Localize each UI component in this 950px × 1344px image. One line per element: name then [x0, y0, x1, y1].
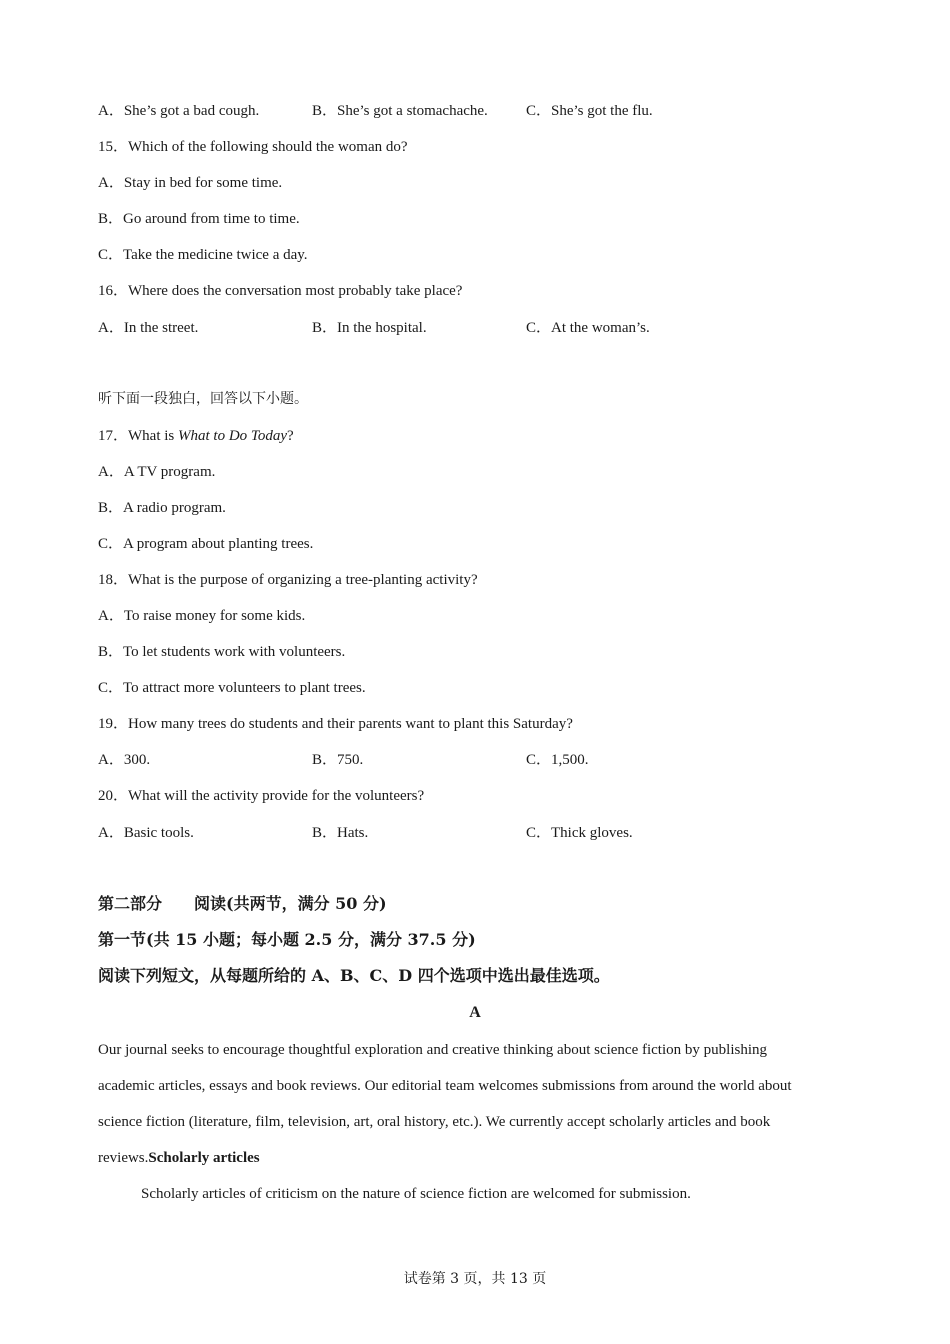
q17-question	[98, 426, 294, 446]
q20-option-b: B．Hats.	[312, 825, 369, 841]
part2-heading: 第二部分 阅读(共两节，满分 50 分)	[98, 894, 387, 913]
q18-option-b: B．To let students work with volunteers.	[98, 644, 346, 660]
q15-question: 15．Which of the following should the woman do?	[98, 139, 408, 155]
q18-option-c: C．To attract more volunteers to plant trees.	[98, 680, 366, 696]
q20-option-a: A．Basic tools.	[98, 825, 194, 841]
q17-question-prefix: 17．What is	[98, 428, 178, 444]
passage-letter: A	[469, 1004, 481, 1021]
passage-line-1: Our journal seeks to encourage thoughtful exploration and creative thinking about science fiction by publishing	[98, 1042, 767, 1058]
q15-option-a: A．Stay in bed for some time.	[98, 175, 283, 191]
q15-option-c: C．Take the medicine twice a day.	[98, 247, 308, 263]
q17-question-title: What to Do Today	[178, 428, 288, 444]
q16-option-c: C．At the woman’s.	[526, 320, 650, 336]
q16-option-a: A．In the street.	[98, 320, 199, 336]
section1-heading: 第一节(共 15 小题；每小题 2.5 分，满分 37.5 分)	[98, 930, 476, 949]
q19-option-b: B．750.	[312, 752, 364, 768]
passage-line-2: academic articles, essays and book reviews. Our editorial team welcomes submissions from around the world about	[98, 1078, 792, 1094]
q18-question: 18．What is the purpose of organizing a tree-planting activity?	[98, 572, 478, 588]
q20-option-c: C．Thick gloves.	[526, 825, 633, 841]
q17-option-a: A．A TV program.	[98, 464, 216, 480]
q17-question-suffix: ?	[287, 428, 294, 444]
q19-option-c: C．1,500.	[526, 752, 589, 768]
page-footer: 试卷第 3 页，共 13 页	[403, 1271, 547, 1287]
reading-instruction: 阅读下列短文，从每题所给的 A、B、C、D 四个选项中选出最佳选项。	[98, 966, 610, 985]
passage-line-4	[98, 1148, 260, 1168]
q19-option-a: A．300.	[98, 752, 151, 768]
q14-option-c: C．She’s got the flu.	[526, 103, 653, 119]
q20-question: 20．What will the activity provide for the volunteers?	[98, 788, 425, 804]
q16-question: 16．Where does the conversation most probably take place?	[98, 283, 463, 299]
q19-question: 19．How many trees do students and their parents want to plant this Saturday?	[98, 716, 573, 732]
q15-option-b: B．Go around from time to time.	[98, 211, 300, 227]
q16-option-b: B．In the hospital.	[312, 320, 427, 336]
q17-option-b: B．A radio program.	[98, 500, 226, 516]
passage-line-4-text: reviews.	[98, 1150, 149, 1166]
q17-option-c: C．A program about planting trees.	[98, 536, 314, 552]
q14-option-a: A．She’s got a bad cough.	[98, 103, 260, 119]
subheading-scholarly-articles: Scholarly articles	[148, 1150, 260, 1166]
passage-line-3: science fiction (literature, film, television, art, oral history, etc.). We currently accept scholarly articles and book	[98, 1114, 771, 1130]
q14-option-b: B．She’s got a stomachache.	[312, 103, 488, 119]
passage-paragraph-2: Scholarly articles of criticism on the nature of science fiction are welcomed for submission.	[141, 1186, 691, 1202]
q18-option-a: A．To raise money for some kids.	[98, 608, 306, 624]
monologue-instruction: 听下面一段独白，回答以下小题。	[98, 391, 308, 407]
